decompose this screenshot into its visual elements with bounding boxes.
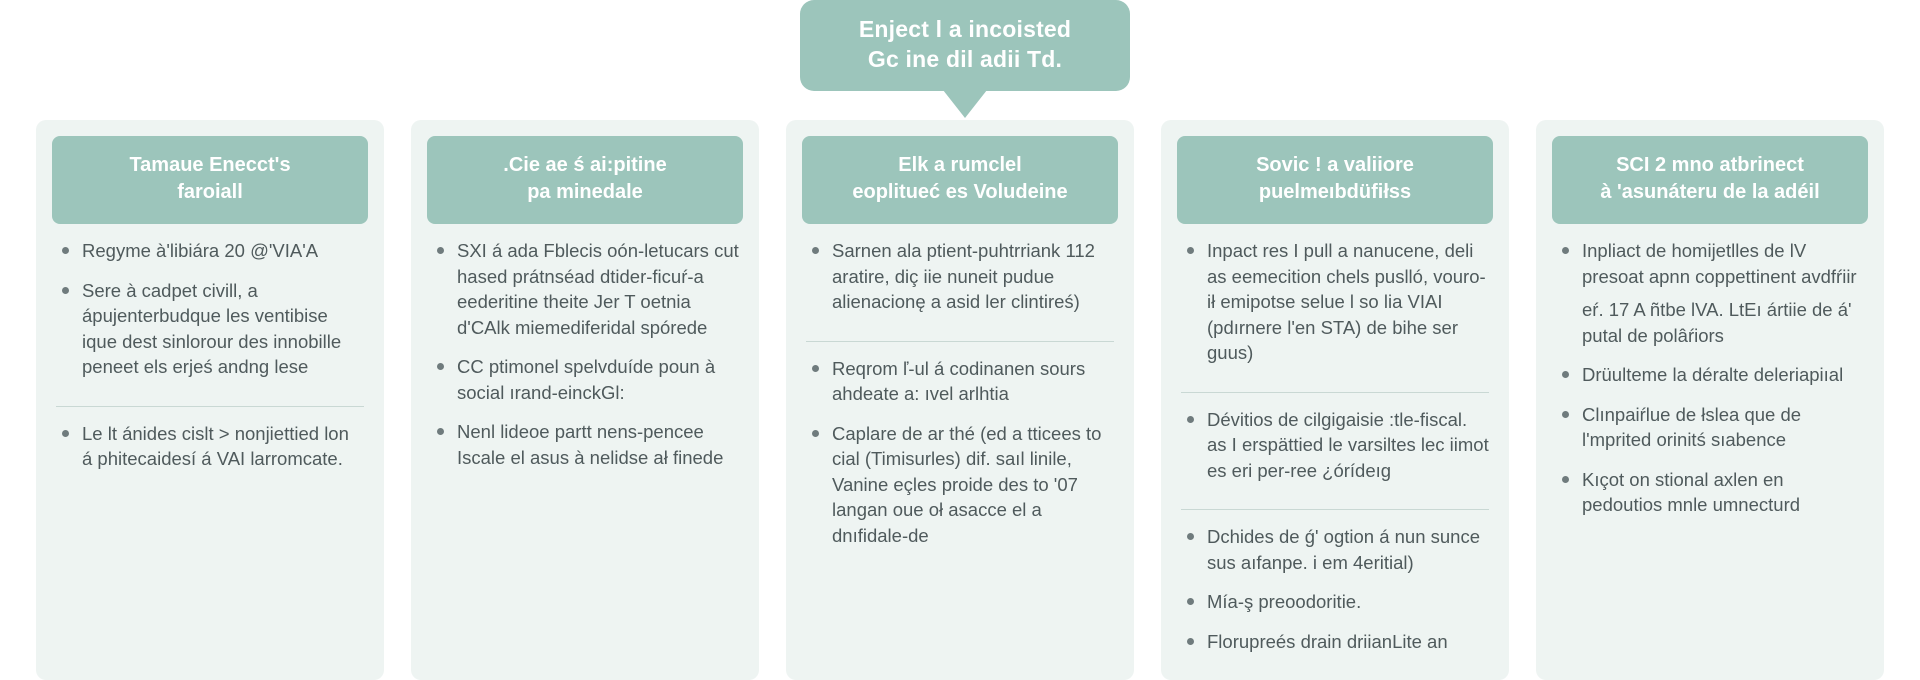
top-callout	[800, 0, 1130, 118]
column-1-body	[36, 224, 384, 502]
column-2	[411, 120, 759, 680]
column-1-header-line-2: faroiall	[177, 181, 243, 203]
column-4-body	[1161, 224, 1509, 680]
list-item: Sarnen ala ptient-puhtrriank 112 aratire, diç iie nuneit pudue alienacionę a asid ler clintireś)	[806, 238, 1114, 315]
columns-row	[0, 120, 1920, 680]
list-item: Dévitios de cilgigaisie :tle-fiscal. as I erspättied le varsiltes lec iimot es eri per-ree ¿órídeıg	[1181, 407, 1489, 484]
list-item: Sere à cadpet civill, a ápujenterbudque les ventibise ique dest sinlorour des innobille peneet els erjeś andng lese	[56, 278, 364, 380]
column-5-header-line-1: SCI 2 mno atbrinect	[1616, 154, 1804, 176]
column-5-body	[1536, 224, 1884, 548]
bullet-list	[1181, 407, 1489, 484]
bullet-list	[56, 421, 364, 472]
column-3-body	[786, 224, 1134, 578]
column-2-header-line-1: .Cie ae ś ai:pitine	[503, 154, 667, 176]
column-2-header	[427, 136, 743, 224]
column-4-group-1	[1181, 238, 1489, 386]
bullet-list	[1181, 524, 1489, 654]
column-2-header-line-2: pa minedale	[527, 181, 643, 203]
column-1-group-2	[56, 406, 364, 492]
column-4-group-2	[1181, 392, 1489, 504]
column-2-group-1	[431, 238, 739, 490]
column-3-header	[802, 136, 1118, 224]
column-1-group-1	[56, 238, 364, 400]
column-3	[786, 120, 1134, 680]
list-item: Drüulteme la déralte deleriapiıal	[1556, 362, 1864, 388]
column-4-header	[1177, 136, 1493, 224]
column-5	[1536, 120, 1884, 680]
column-4-group-3	[1181, 509, 1489, 674]
list-item: Inpact res I pull a nanucene, deli as eemecition chels puslló, vouro-ił emipotse selue l so lia VIAI (pdırnere l'en STA) de bihe ser guus)	[1181, 238, 1489, 366]
list-item: CC ptimonel spelvduíde poun à social ırand-einckGl:	[431, 354, 739, 405]
column-5-header-line-2: à 'asunáteru de la adéil	[1600, 181, 1820, 203]
bullet-list	[1556, 238, 1864, 518]
list-item: Reqrom ľ-ul á codinanen sours ahdeate a: ıvel arlhtia	[806, 356, 1114, 407]
list-item: Clınpaiŕlue de łslea que de l'mprited orinitś sıabence	[1556, 402, 1864, 453]
column-3-header-line-1: Elk a rumclel	[898, 154, 1022, 176]
column-2-body	[411, 224, 759, 500]
list-item: Mía-ş preoodoritie.	[1181, 589, 1489, 615]
list-item: Inpliact de homijetlles de lV presoat apnn coppettinent avdfŕiir	[1556, 238, 1864, 289]
column-3-group-2	[806, 341, 1114, 569]
column-4	[1161, 120, 1509, 680]
callout-line-1: Enject l a incoisted	[858, 16, 1072, 42]
list-item: Kıçot on stional axlen en pedoutios mnle umnecturd	[1556, 467, 1864, 518]
column-4-header-line-1: Sovic ! a valiiore	[1256, 154, 1414, 176]
bullet-list	[431, 238, 739, 470]
column-5-header	[1552, 136, 1868, 224]
callout-line-2: Gc ine dil adii Td.	[867, 46, 1063, 73]
bullet-list	[806, 238, 1114, 315]
column-3-header-line-2: eoplitueć es Voludeine	[852, 181, 1068, 203]
list-item: Regyme à'libiára 20 @'VIA'A	[56, 238, 364, 264]
list-item: SXI á ada Fblecis oón-letucars cut hased prátnséad dtider-ficuŕ-a eederitine theite Jer T oetnia d'CAlk miemediferidal spórede	[431, 238, 739, 340]
column-1	[36, 120, 384, 680]
column-5-group-1	[1556, 238, 1864, 538]
list-item-continuation: eŕ. 17 A ñtbe lVA. LtEı ártiie de á' putal de polâŕiors	[1582, 299, 1852, 346]
list-item: Florupreés drain driianLite an	[1181, 629, 1489, 655]
column-3-group-1	[806, 238, 1114, 335]
bullet-list	[1181, 238, 1489, 366]
callout-tail-icon	[943, 90, 987, 118]
bullet-list	[806, 356, 1114, 549]
list-item: Nenl lideoe partt nens-pencee Iscale el asus à nelidse ał finede	[431, 419, 739, 470]
column-1-header-line-1: Tamaue Enecct's	[129, 154, 291, 176]
column-1-header	[52, 136, 368, 224]
callout-bubble	[800, 0, 1130, 91]
list-item: Dchides de ǵ' ogtion á nun sunce sus aıfanpe. i em 4eritial)	[1181, 524, 1489, 575]
column-4-header-line-2: puelmeıbdüfiłss	[1258, 181, 1412, 203]
list-item: Caplare de ar thé (ed a tticees to cial (Timisurles) dif. saıl linile, Vanine eçles proide des to '07 langan oue oł asacce el a dnıfidale-de	[806, 421, 1114, 549]
list-item: Le lt ánides cislt > nonjiettied lon á phitecaidesí á VAI larromcate.	[56, 421, 364, 472]
bullet-list	[56, 238, 364, 380]
